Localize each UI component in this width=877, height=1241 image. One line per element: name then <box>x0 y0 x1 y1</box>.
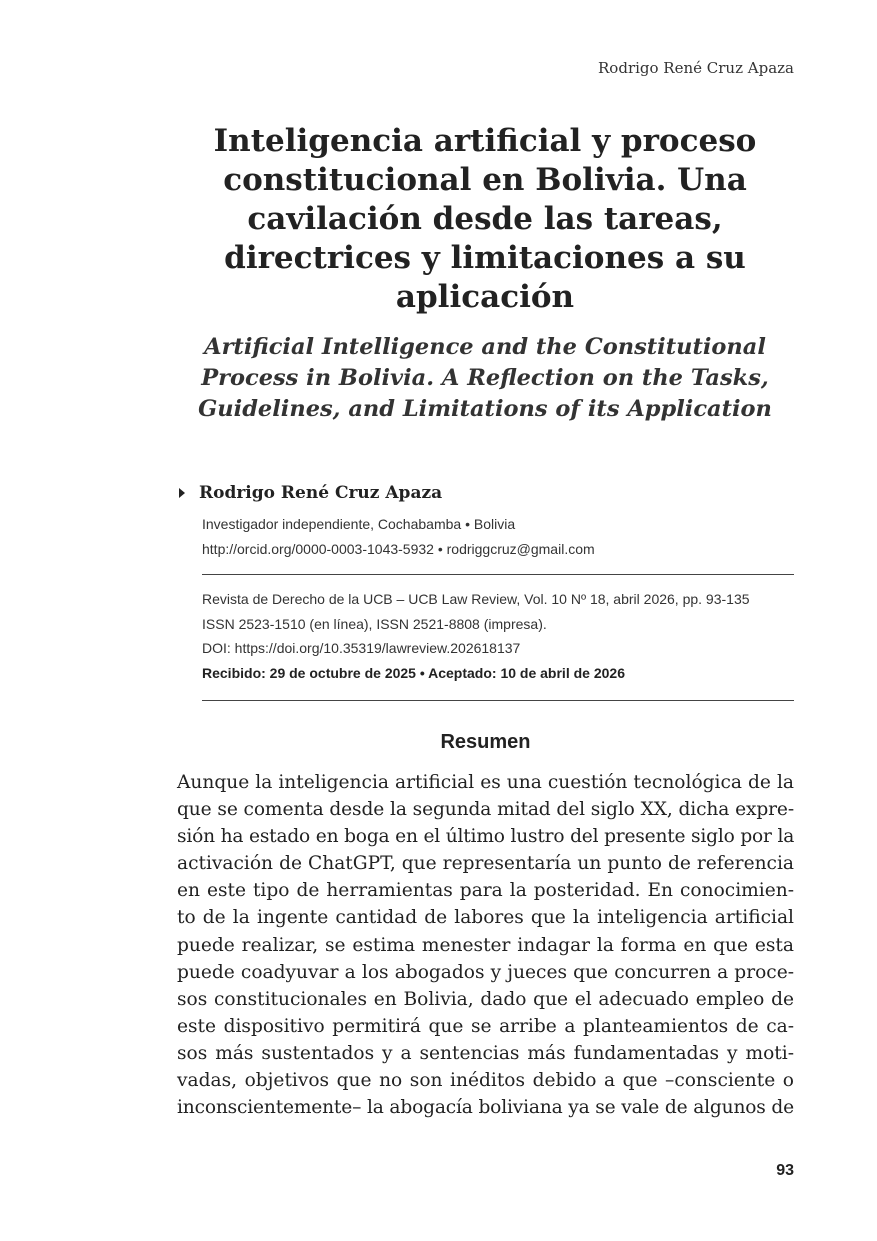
abstract-line: este dispositivo permitirá que se arribe a planteamientos de ca- <box>177 1015 794 1037</box>
issn-line: ISSN 2523-1510 (en línea), ISSN 2521-8808 (impresa). <box>202 616 547 632</box>
author-contact: http://orcid.org/0000-0003-1043-5932 • rodriggcruz@gmail.com <box>202 541 595 557</box>
abstract-line: inconscientemente– la abogacía boliviana ya se vale de algunos de <box>177 1097 794 1119</box>
author-name: Rodrigo René Cruz Apaza <box>199 483 443 503</box>
abstract-line: Aunque la inteligencia artificial es una cuestión tecnológica de la <box>177 772 794 793</box>
abstract-line: sión ha estado en boga en el último lustro del presente siglo por la <box>177 826 795 848</box>
abstract-line: puede coadyuvar a los abogados y jueces que concurren a proce- <box>177 961 794 983</box>
page-number: 93 <box>776 1162 794 1179</box>
abstract-line: en este tipo de herramientas para la posteridad. En conocimien- <box>177 880 794 902</box>
abstract-body <box>177 769 794 1121</box>
abstract-line: activación de ChatGPT, que representaría un punto de referencia <box>177 853 794 875</box>
abstract-line: puede realizar, se estima menester indagar la forma en que esta <box>177 934 794 956</box>
journal-citation: Revista de Derecho de la UCB – UCB Law Review, Vol. 10 Nº 18, abril 2026, pp. 93-135 <box>202 591 750 607</box>
abstract-line: que se comenta desde la segunda mitad del siglo XX, dicha expre- <box>177 799 794 821</box>
abstract-line: vadas, objetivos que no son inéditos debido a que –consciente o <box>177 1070 794 1092</box>
divider-bottom <box>202 700 794 701</box>
doi-line: DOI: https://doi.org/10.35319/lawreview.202618137 <box>202 640 521 656</box>
divider-top <box>202 574 794 575</box>
author-line <box>177 483 797 503</box>
triangle-bullet-icon <box>179 488 185 498</box>
article-title-english: Artificial Intelligence and the Constitutional Process in Bolivia. A Reflection on the Tasks, Guidelines, and Limitations of its Application <box>198 334 772 422</box>
abstract-heading: Resumen <box>440 731 531 753</box>
abstract-line: sos más sustentados y a sentencias más fundamentadas y moti- <box>177 1042 794 1064</box>
abstract-line: to de la ingente cantidad de labores que la inteligencia artificial <box>177 907 794 929</box>
author-affiliation: Investigador independiente, Cochabamba • Bolivia <box>202 516 516 532</box>
abstract-line: sos constitucionales en Bolivia, dado que el adecuado empleo de <box>177 988 794 1010</box>
author-block <box>177 483 797 503</box>
running-head: Rodrigo René Cruz Apaza <box>598 59 794 77</box>
article-title: Inteligencia artificial y proceso constitucional en Bolivia. Una cavilación desde las tareas, directrices y limitaciones a su aplicación <box>213 123 757 315</box>
received-accepted-dates: Recibido: 29 de octubre de 2025 • Aceptado: 10 de abril de 2026 <box>202 665 625 681</box>
